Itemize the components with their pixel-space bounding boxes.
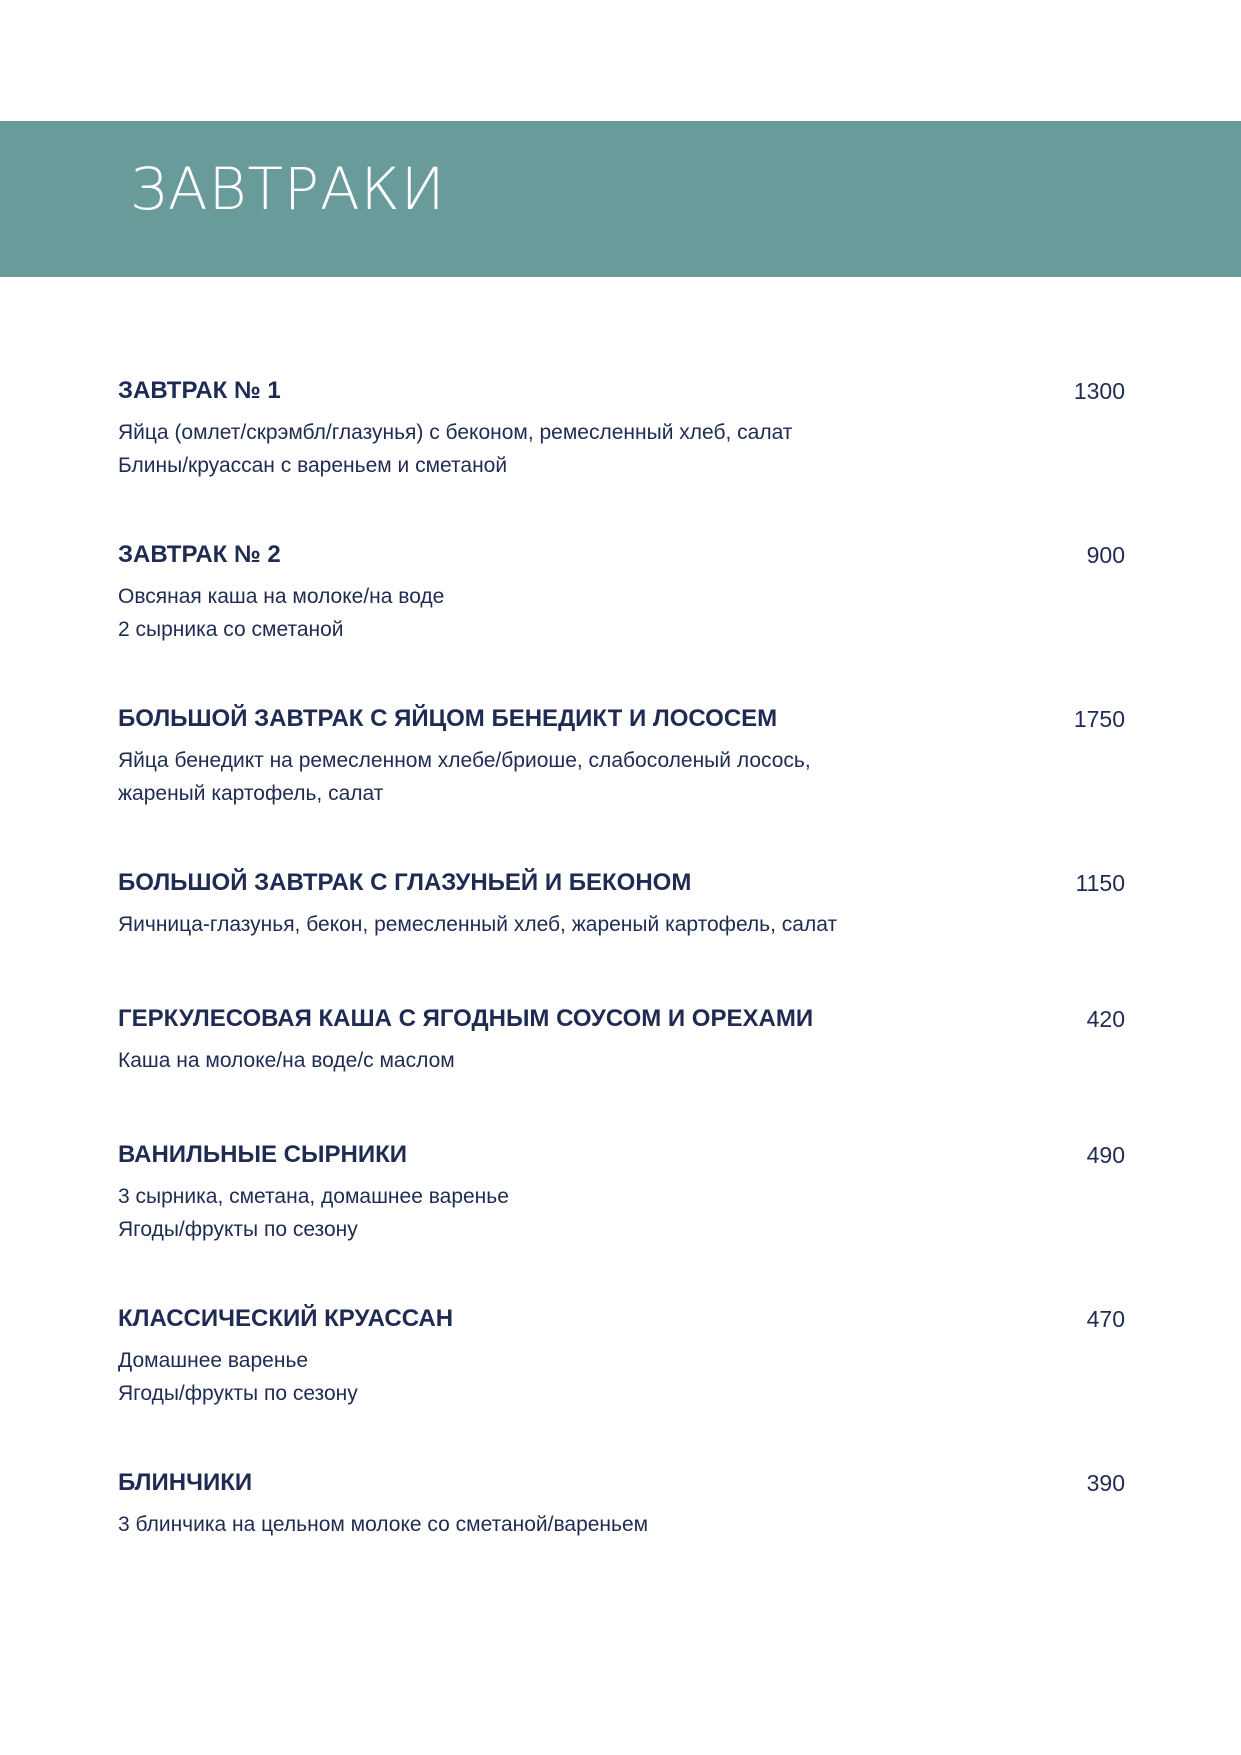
item-description bbox=[118, 744, 1125, 810]
item-description bbox=[118, 908, 1125, 941]
menu-item bbox=[118, 1302, 1125, 1410]
item-price: 490 bbox=[1086, 1142, 1125, 1168]
item-name: ЗАВТРАК № 1 bbox=[118, 377, 281, 404]
description-line: Яйца (омлет/скрэмбл/глазунья) с беконом, ремесленный хлеб, салат bbox=[118, 421, 793, 444]
item-name: БОЛЬШОЙ ЗАВТРАК С ГЛАЗУНЬЕЙ И БЕКОНОМ bbox=[118, 869, 692, 896]
description-line: Яичница-глазунья, бекон, ремесленный хлеб, жареный картофель, салат bbox=[118, 913, 838, 936]
item-description bbox=[118, 1044, 1125, 1077]
menu-item bbox=[118, 1138, 1125, 1246]
description-line: Ягоды/фрукты по сезону bbox=[118, 1382, 358, 1405]
item-name: ГЕРКУЛЕСОВАЯ КАША С ЯГОДНЫМ СОУСОМ И ОРЕХАМИ bbox=[118, 1005, 814, 1032]
menu-item bbox=[118, 702, 1125, 810]
item-description bbox=[118, 1344, 1125, 1410]
item-price: 390 bbox=[1086, 1470, 1125, 1496]
item-description bbox=[118, 416, 1125, 482]
menu-item bbox=[118, 1002, 1125, 1077]
item-description bbox=[118, 580, 1125, 646]
item-price: 1150 bbox=[1075, 870, 1125, 896]
description-line: Овсяная каша на молоке/на воде bbox=[118, 585, 445, 608]
menu-list bbox=[118, 374, 1125, 1541]
item-price: 1750 bbox=[1073, 706, 1125, 732]
item-name: КЛАССИЧЕСКИЙ КРУАССАН bbox=[118, 1305, 454, 1332]
item-price: 1300 bbox=[1073, 378, 1125, 404]
item-name: БЛИНЧИКИ bbox=[118, 1469, 253, 1496]
menu-item bbox=[118, 374, 1125, 482]
menu-item bbox=[118, 866, 1125, 941]
description-line: Домашнее варенье bbox=[118, 1349, 309, 1372]
page-title: ЗАВТРАКИ bbox=[130, 155, 446, 223]
description-line: Яйца бенедикт на ремесленном хлебе/бриоше, слабосоленый лосось, bbox=[118, 749, 811, 772]
description-line: Ягоды/фрукты по сезону bbox=[118, 1218, 358, 1241]
description-line: 3 сырника, сметана, домашнее варенье bbox=[118, 1185, 509, 1208]
description-line: 2 сырника со сметаной bbox=[118, 618, 344, 641]
item-name: ЗАВТРАК № 2 bbox=[118, 541, 281, 568]
description-line: Блины/круассан с вареньем и сметаной bbox=[118, 454, 508, 477]
item-name: ВАНИЛЬНЫЕ СЫРНИКИ bbox=[118, 1141, 407, 1168]
description-line: 3 блинчика на цельном молоке со сметаной/вареньем bbox=[118, 1513, 649, 1536]
menu-item bbox=[118, 538, 1125, 646]
item-name: БОЛЬШОЙ ЗАВТРАК С ЯЙЦОМ БЕНЕДИКТ И ЛОСОСЕМ bbox=[118, 705, 778, 732]
description-line: жареный картофель, салат bbox=[118, 782, 384, 805]
item-description bbox=[118, 1180, 1125, 1246]
item-description bbox=[118, 1508, 1125, 1541]
item-price: 900 bbox=[1086, 542, 1125, 568]
description-line: Каша на молоке/на воде/с маслом bbox=[118, 1049, 455, 1072]
item-price: 420 bbox=[1086, 1006, 1125, 1032]
item-price: 470 bbox=[1086, 1306, 1125, 1332]
menu-item bbox=[118, 1466, 1125, 1541]
